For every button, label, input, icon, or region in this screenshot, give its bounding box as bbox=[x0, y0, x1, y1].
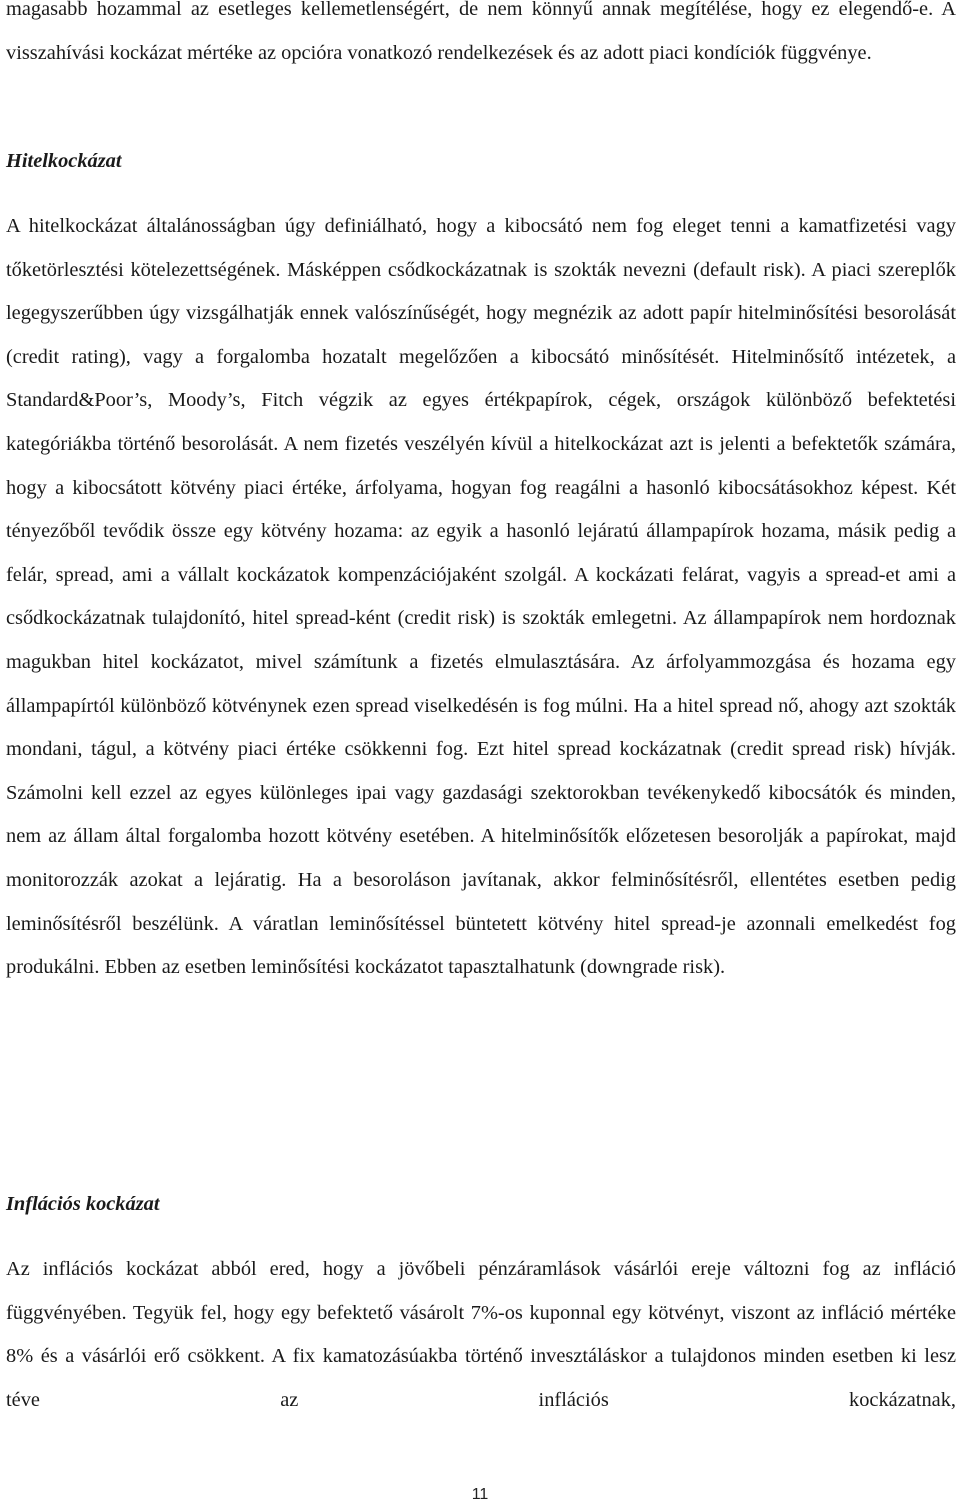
inflation-risk-paragraph: Az inflációs kockázat abból ered, hogy a jövőbeli pénzáramlások vásárlói ereje változni fog az infláció függvényében. Tegyük fel, hogy egy befektető vásárolt 7%-os kuponnal egy kötvényt, viszont az infláció mértéke 8% és a vásárlói erő csökkent. A fix kamatozásúakba történő invesztáláskor a tulajdonos minden esetben ki lesz téve az inflációs kockázatnak, bbox=[6, 1258, 956, 1411]
page-number: 11 bbox=[471, 1486, 489, 1503]
intro-paragraph: magasabb hozammal az esetleges kellemetlenségért, de nem könnyű annak megítélése, hogy ez elegendő-e. A visszahívási kockázat mértéke az opcióra vonatkozó rendelkezések és az adott piaci kondíciók függvénye. bbox=[6, 0, 956, 64]
section-heading-credit-risk: Hitelkockázat bbox=[6, 150, 122, 172]
credit-risk-paragraph: A hitelkockázat általánosságban úgy definiálható, hogy a kibocsátó nem fog eleget tenni a kamatfizetési vagy tőketörlesztési kötelezettségének. Másképpen csődkockázatnak is szokták nevezni (default risk). A piaci szereplők legegyszerűbben úgy vizsgálhatják ennek valószínűségét, hogy megnézik az adott papír hitelminősítési besorolását (credit rating), vagy a forgalomba hozatalt megelőzően a kibocsátó minősítését. Hitelminősítő intézetek, a Standard&Poor’s, Moody’s, Fitch végzik az egyes értékpapírok, cégek, országok különböző befektetési kategóriákba történő besorolását. A nem fizetés veszélyén kívül a hitelkockázat azt is jelenti a befektetők számára, hogy a kibocsátott kötvény piaci értéke, árfolyama, hogyan fog reagálni a hasonló kibocsátásokhoz képest. Két tényezőből tevődik össze egy kötvény hozama: az egyik a hasonló lejáratú állampapírok hozama, másik pedig a felár, spread, ami a vállalt kockázatok kompenzációjaként szolgál. A kockázati felárat, vagyis a spread-et ami a csődkockázatnak tulajdonító, hitel spread-ként (credit risk) is szokták emlegetni. Az állampapírok nem hordoznak magukban hitel kockázatot, mivel számítunk a fizetés elmulasztására. Az árfolyammozgása és hozama egy állampapírtól különböző kötvénynek ezen spread viselkedésén is fog múlni. Ha a hitel spread nő, ahogy azt szokták mondani, tágul, a kötvény piaci értéke csökkenni fog. Ezt hitel spread kockázatnak (credit spread risk) hívják. Számolni kell ezzel az egyes különleges ipai vagy gazdasági szektorokban tevékenykedő kibocsátók és minden, nem az állam által forgalomba hozott kötvény esetében. A hitelminősítők előzetesen besorolják a papírokat, majd monitorozzák azokat a lejáratig. Ha a besoroláson javítanak, akkor felminősítésről, ellentétes esetben pedig leminősítésről beszélünk. A váratlan leminősítéssel büntetett kötvény hitel spread-je azonnali emelkedést fog produkálni. Ebben az esetben leminősítési kockázatot tapasztalhatunk (downgrade risk). bbox=[6, 215, 956, 979]
section-heading-inflation-risk: Inflációs kockázat bbox=[6, 1193, 160, 1215]
